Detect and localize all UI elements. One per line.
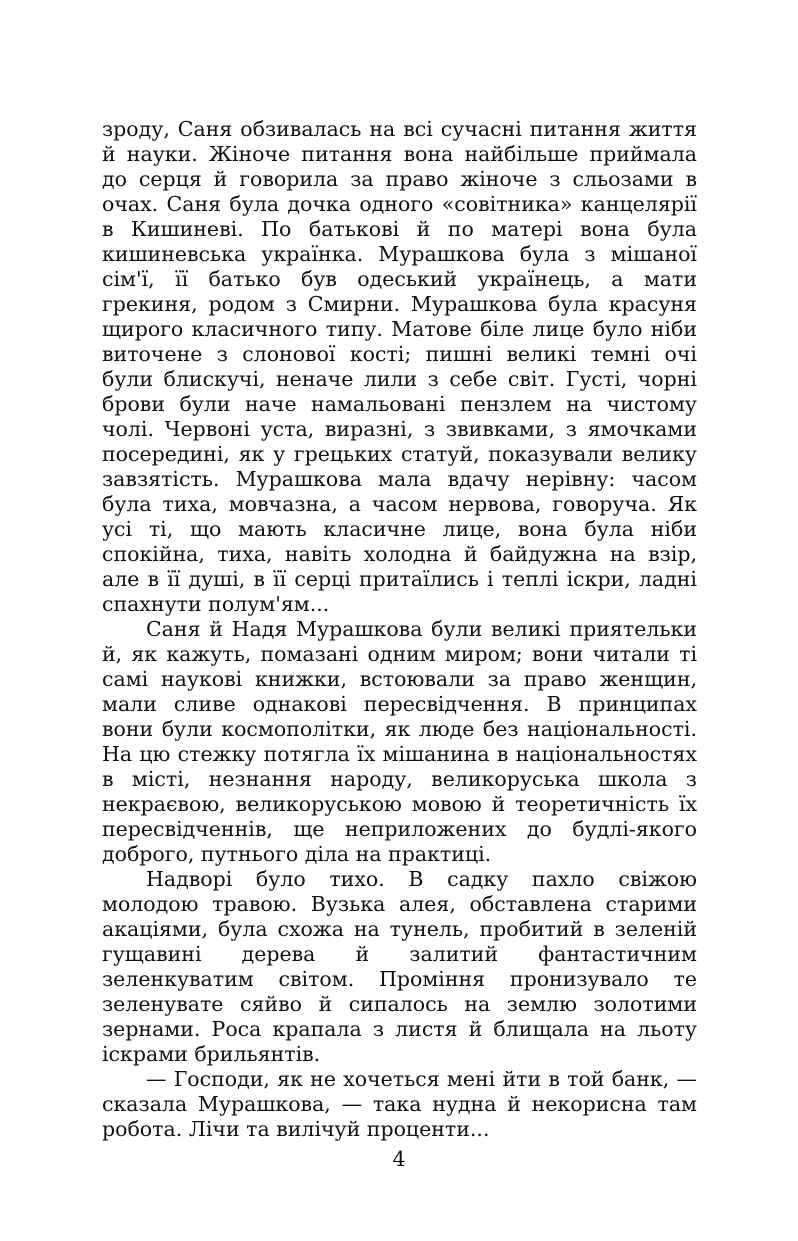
page-body <box>102 117 697 1142</box>
paragraph-4: — Господи, як не хочеться мені йти в той банк, — сказала Мурашкова, — така нудна й некорисна там робота. Лічи та вилічуй проценти... <box>102 1067 697 1141</box>
page-number: 4 <box>392 1147 406 1171</box>
paragraph-3: Надворі було тихо. В садку пахло свіжою молодою травою. Вузька алея, обставлена старими акаціями, була схожа на тунель, пробитий в зеленій гущавині дерева й залитий фантастичним зеленкуватим світом. Проміння пронизувало те зеленувате сяйво й сипалось на землю золотими зернами. Роса крапала з листя й блищала на льоту іскрами брильянтів. <box>102 867 697 1066</box>
paragraph-2: Саня й Надя Мурашкова були великі приятельки й, як кажуть, помазані одним миром; вони читали ті самі наукові книжки, встоювали за право женщин, мали сливе однакові пересвідчення. В принципах вони були космополітки, як люде без національності. На цю стежку потягла їх мішанина в національностях в місті, незнання народу, великоруська школа з некраєвою, великоруською мовою й теоретичність їх пересвідченнів, ще неприложених до будлі-якого доброго, путнього діла на практиці. <box>102 617 697 866</box>
paragraph-1: зроду, Саня обзивалась на всі сучасні питання життя й науки. Жіноче питання вона найбільше приймала до серця й говорила за право жіноче з сльозами в очах. Саня була дочка одного «совітника» канцелярії в Кишиневі. По батькові й по матері вона була кишиневська українка. Мурашкова була з мішаної сім'ї, її батько був одеський українець, а мати грекиня, родом з Смирни. Мурашкова була красуня щирого класичного типу. Матове біле лице було ніби виточене з слонової кості; пишні великі темні очі були блискучі, неначе лили з себе світ. Густі, чорні брови були наче намальовані пензлем на чистому чолі. Червоні уста, виразні, з звивками, з ямочками посередині, як у грецьких статуй, показували велику завзятість. Мурашкова мала вдачу нерівну: часом була тиха, мовчазна, а часом нервова, говоруча. Як усі ті, що мають класичне лице, вона була ніби спокійна, тиха, навіть холодна й байдужна на взір, але в її душі, в її серці притаїлись і теплі іскри, ладні спахнути полум'ям... <box>102 117 697 616</box>
